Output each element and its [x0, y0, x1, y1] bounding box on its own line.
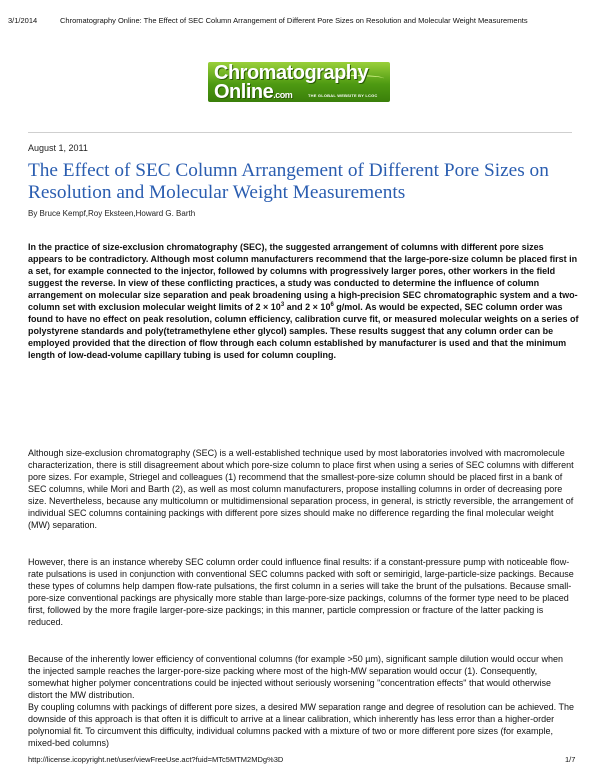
logo-online: Online: [214, 81, 274, 103]
body-paragraph: Although size-exclusion chromatography (SEC) is a well-established technique used by most laboratories involved with macromolecule characterization, there is still disagreement about which pore-size column to place first when using a series of SEC columns with different pore sizes. For example, Striegel and colleagues (1) recommend that the smallest-pore-size column should be placed first in a bank of SEC columns, while Mori and Barth (2), as well as most column manufacturers, propose installing columns in order of decreasing pore size. Nevertheless, because any multicolumn or multidimensional separation process, in general, is strictly reversible, the arrangement of individual SEC columns containing packings with different pore sizes should make no difference regarding the final molecular weight (MW) separation.: [28, 448, 574, 530]
chromatography-online-logo[interactable]: [208, 62, 390, 102]
abstract-text-1: In the practice of size-exclusion chromatography (SEC), the suggested arrangement of columns with different pore sizes appears to be contradictory. Although most column manufacturers recommend that the large-pore-size column be placed first in a set, for example connected to the injector, followed by columns with progressively larger pores, other workers in the field suggest the reverse. In view of these conflicting practices, a study was conducted to determine the influence of column arrangement on molecular size separation and peak broadening using a high-precision SEC chromatographic system and a two-column set with exclusion molecular weight limits of 2 × 10: [28, 242, 578, 312]
logo-suffix: .com: [273, 90, 293, 100]
abstract-sup-1: 3: [280, 302, 285, 308]
header-divider: [28, 132, 572, 133]
abstract-text-3: g/mol. As would be expected, SEC column order was found to have no effect on peak resolution, column efficiency, calibration curve fit, or measured molecular weights on a series of polystyrene standards and poly(tetramethylene ether glycol) samples. These results suggest that any column order can be employed provided that the direction of flow through each column established by manufacturer is used and that the minimum length of low-dead-volume capillary tubing is used for column coupling.: [28, 302, 579, 360]
article-date: August 1, 2011: [28, 143, 88, 153]
page-number: 1/7: [565, 755, 576, 764]
print-page-title: Chromatography Online: The Effect of SEC Column Arrangement of Different Pore Sizes on Resolution and Molecular Weight Measurements: [60, 16, 528, 25]
logo-line1: Chromatography: [214, 62, 369, 84]
abstract-text-2: and 2 × 10: [284, 302, 331, 312]
logo-tagline: THE GLOBAL WEBSITE BY LCGC: [308, 93, 378, 98]
article-byline: By Bruce Kempf,Roy Eksteen,Howard G. Barth: [28, 209, 196, 218]
logo-line2: [214, 81, 292, 104]
footer-url[interactable]: http://license.icopyright.net/user/viewFreeUse.act?fuid=MTc5MTM2MDg%3D: [28, 755, 284, 764]
body-paragraph: Because of the inherently lower efficiency of conventional columns (for example >50 µm), significant sample dilution would occur when the injected sample reaches the larger-pore-size packing where most of the high-MW separation would occur (1). Consequently, somewhat higher polymer concentrations could be injected without seriously worsening "concentration effects" that would otherwise distort the MW distribution.: [28, 654, 564, 700]
article-abstract: [28, 241, 580, 361]
body-paragraph: By coupling columns with packings of different pore sizes, a desired MW separation range and degree of resolution can be achieved. The downside of this approach is that often it is difficult to arrive at a linear calibration, which inherently has less error than a higher-order polynomial fit. To circumvent this difficulty, individual columns packed with a mixture of two or more different pore sizes (for example, mixed-bed columns): [28, 702, 574, 748]
body-paragraph: However, there is an instance whereby SEC column order could influence final results: if a constant-pressure pump with noticeable flow-rate pulsations is used in conjunction with conventional SEC columns packed with soft or semirigid, large-particle-size packings. Because these types of columns help dampen flow-rate pulsations, the first column in a series will take the brunt of the pulsations. Because small-pore-size conventional packings are physically more stable than large-pore-size packings, columns of the former type need to be placed first, followed by the more fragile larger-pore-size packings; in this manner, particle compression or fracture of the latter packing is reduced.: [28, 557, 574, 627]
abstract-sup-2: 6: [330, 302, 334, 308]
print-date: 3/1/2014: [8, 16, 38, 25]
article-title: The Effect of SEC Column Arrangement of Different Pore Sizes on Resolution and Molecular Weight Measurements: [28, 160, 549, 203]
